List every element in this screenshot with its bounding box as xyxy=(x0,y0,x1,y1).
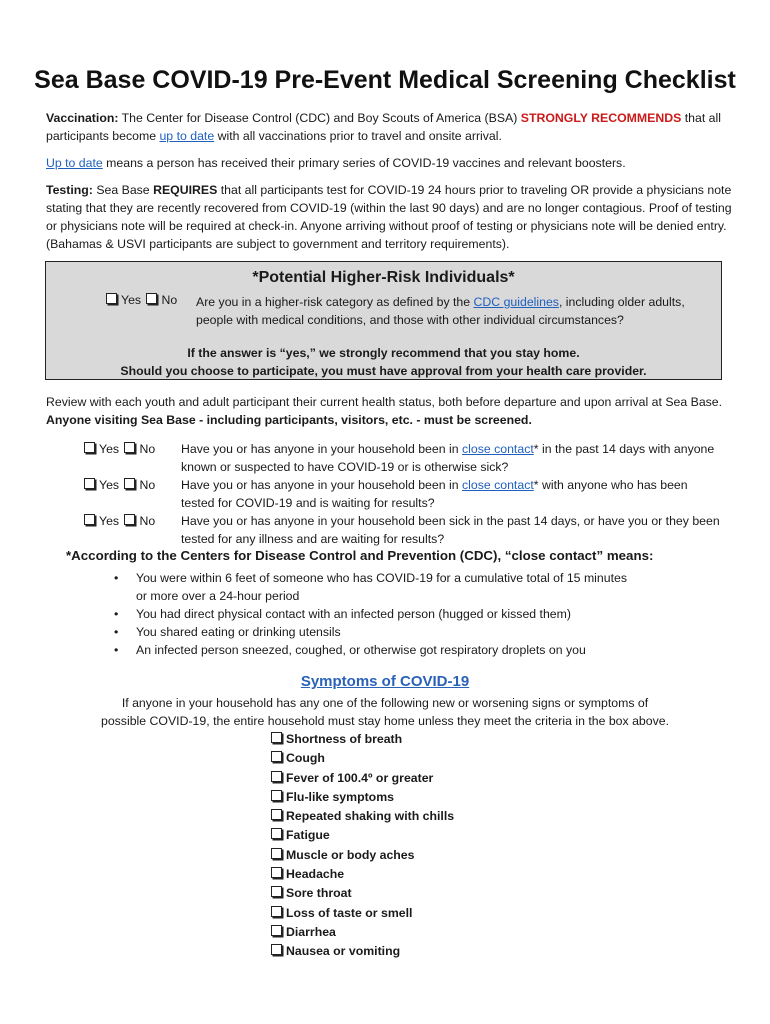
symptom-checkbox[interactable] xyxy=(271,906,282,917)
symptom-label: Repeated shaking with chills xyxy=(286,809,455,824)
symptom-checkbox[interactable] xyxy=(271,886,282,897)
yes-label: Yes xyxy=(121,293,142,307)
symptom-checkbox[interactable] xyxy=(271,751,282,762)
symptoms-intro xyxy=(0,694,770,730)
close-contact-list xyxy=(112,569,632,659)
symptom-label: Diarrhea xyxy=(286,924,336,939)
close-contact-link[interactable]: close contact xyxy=(461,478,534,492)
symptom-label: Loss of taste or smell xyxy=(286,905,413,920)
no-label: No xyxy=(139,478,156,492)
page-title: Sea Base COVID-19 Pre-Event Medical Screening Checklist xyxy=(34,66,736,94)
list-item: • You shared eating or drinking utensils xyxy=(112,623,632,641)
symptom-checkbox[interactable] xyxy=(271,925,282,936)
symptom-label: Headache xyxy=(286,867,345,882)
symptom-checkbox[interactable] xyxy=(271,944,282,955)
testing-paragraph xyxy=(46,181,736,253)
close-contact-link[interactable]: close contact xyxy=(461,442,534,456)
symptom-label: Fatigue xyxy=(286,828,330,843)
symptom-item xyxy=(271,865,454,884)
symptom-label: Cough xyxy=(286,751,325,766)
higher-risk-title: *Potential Higher-Risk Individuals* xyxy=(252,269,515,286)
symptom-label: Sore throat xyxy=(286,886,352,901)
question-text xyxy=(181,440,721,476)
question-text-part: Have you or has anyone in your household been sick in the past 14 days, or have you or they been tested for any illness and are waiting for results? xyxy=(181,514,720,546)
symptom-item xyxy=(271,730,454,749)
symptoms-intro-line: possible COVID-19, the entire household must stay home unless they meet the criteria in the box above. xyxy=(100,714,669,728)
question-yes-no xyxy=(84,440,155,458)
advice-line-1: If the answer is “yes,” we strongly recommend that you stay home. xyxy=(187,346,580,360)
testing-label: Testing: xyxy=(46,183,93,197)
symptom-item xyxy=(271,769,454,788)
yes-checkbox[interactable] xyxy=(84,514,95,525)
list-item: • You had direct physical contact with an infected person (hugged or kissed them) xyxy=(112,605,632,623)
review-paragraph xyxy=(46,393,726,429)
yes-label: Yes xyxy=(99,514,120,528)
vaccination-text: with all vaccinations prior to travel and onsite arrival. xyxy=(214,129,502,143)
up-to-date-link[interactable]: up to date xyxy=(159,129,215,143)
review-text: Review with each youth and adult participant their current health status, both before departure and upon arrival at Sea Base. xyxy=(46,395,723,409)
advice-line-2: Should you choose to participate, you must have approval from your health care provider. xyxy=(120,364,647,378)
yes-label: Yes xyxy=(99,478,120,492)
vaccination-paragraph xyxy=(46,109,736,145)
cdc-guidelines-link[interactable]: CDC guidelines xyxy=(473,295,559,309)
no-label: No xyxy=(161,293,178,307)
symptom-item xyxy=(271,749,454,768)
symptom-item xyxy=(271,846,454,865)
yes-checkbox[interactable] xyxy=(106,293,117,304)
review-bold: Anyone visiting Sea Base - including participants, visitors, etc. - must be screened. xyxy=(46,413,532,427)
symptom-label: Shortness of breath xyxy=(286,732,403,746)
symptom-item xyxy=(271,884,454,903)
symptom-item xyxy=(271,942,454,961)
strongly-recommends: STRONGLY RECOMMENDS xyxy=(520,111,682,125)
no-label: No xyxy=(139,514,156,528)
no-checkbox[interactable] xyxy=(124,514,135,525)
symptom-label: Muscle or body aches xyxy=(286,847,415,862)
question-text-part: * with anyone who has been tested for COVID-19 and is waiting for results? xyxy=(181,478,688,510)
no-checkbox[interactable] xyxy=(124,442,135,453)
up-to-date-definition-link[interactable]: Up to date xyxy=(46,156,103,170)
no-checkbox[interactable] xyxy=(146,293,157,304)
up-to-date-paragraph xyxy=(46,154,736,172)
symptom-checkbox[interactable] xyxy=(271,848,282,859)
symptom-item xyxy=(271,923,454,942)
symptoms-intro-line: If anyone in your household has any one of the following new or worsening signs or symptoms of xyxy=(121,696,649,710)
symptoms-list xyxy=(271,730,454,962)
question-text-part: Have you or has anyone in your household been in xyxy=(181,442,462,456)
symptom-item xyxy=(271,826,454,845)
question-yes-no xyxy=(84,476,155,494)
question-text-part: * in the past 14 days with anyone known or suspected to have COVID-19 or is otherwise sick? xyxy=(181,442,715,474)
requires-text: REQUIRES xyxy=(153,183,218,197)
symptom-item xyxy=(271,788,454,807)
symptom-label: Flu-like symptoms xyxy=(286,789,394,804)
question-text xyxy=(181,512,721,548)
higher-risk-yes-no xyxy=(106,293,177,307)
question-text xyxy=(181,476,721,512)
symptoms-heading xyxy=(0,673,770,690)
symptom-checkbox[interactable] xyxy=(271,867,282,878)
close-contact-heading: *According to the Centers for Disease Control and Prevention (CDC), “close contact” means: xyxy=(66,548,654,563)
symptom-label: Nausea or vomiting xyxy=(286,944,401,959)
symptoms-link[interactable]: Symptoms of COVID-19 xyxy=(300,673,470,690)
vaccination-text: that all participants become xyxy=(46,111,721,143)
symptom-item xyxy=(271,807,454,826)
yes-label: Yes xyxy=(99,442,120,456)
symptom-item xyxy=(271,904,454,923)
higher-risk-question xyxy=(196,293,706,329)
vaccination-label: Vaccination: xyxy=(46,111,119,125)
question-text-part: Have you or has anyone in your household been in xyxy=(181,478,462,492)
yes-checkbox[interactable] xyxy=(84,442,95,453)
yes-checkbox[interactable] xyxy=(84,478,95,489)
symptom-checkbox[interactable] xyxy=(271,828,282,839)
list-item: • You were within 6 feet of someone who has COVID-19 for a cumulative total of 15 minutes or more over a 24-hour period xyxy=(112,569,632,605)
symptom-checkbox[interactable] xyxy=(271,732,282,743)
testing-text: Sea Base xyxy=(92,183,154,197)
no-checkbox[interactable] xyxy=(124,478,135,489)
question-text: Are you in a higher-risk category as defined by the xyxy=(196,295,474,309)
question-text: , including older adults, people with medical conditions, and those with other individual circumstances? xyxy=(196,295,685,327)
no-label: No xyxy=(139,442,156,456)
symptom-checkbox[interactable] xyxy=(271,809,282,820)
testing-text: that all participants test for COVID-19 24 hours prior to traveling OR provide a physicians note stating that they are recently recovered from COVID-19 (within the last 90 days) and are no longer contagious. Proof of testing or physicians note will be required at check-in. Anyone arriving without proof of testing or physicians note will be denied entry. (Bahamas & USVI participants are subject to government and territory requirements). xyxy=(46,183,732,251)
symptom-checkbox[interactable] xyxy=(271,771,282,782)
higher-risk-box xyxy=(45,261,722,380)
symptom-label: Fever of 100.4º or greater xyxy=(286,770,434,785)
up-to-date-text: means a person has received their primary series of COVID-19 vaccines and relevant boosters. xyxy=(102,156,626,170)
list-item: • An infected person sneezed, coughed, or otherwise got respiratory droplets on you xyxy=(112,641,632,659)
vaccination-text: The Center for Disease Control (CDC) and Boy Scouts of America (BSA) xyxy=(118,111,521,125)
higher-risk-advice xyxy=(46,344,721,380)
symptom-checkbox[interactable] xyxy=(271,790,282,801)
question-yes-no xyxy=(84,512,155,530)
